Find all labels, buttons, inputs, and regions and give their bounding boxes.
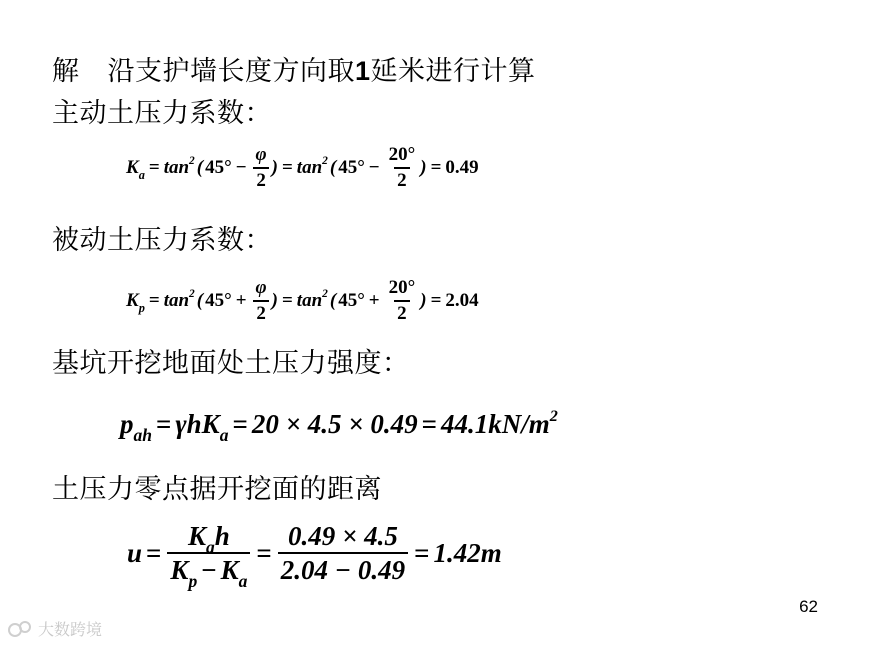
u-lhs: u xyxy=(127,537,143,568)
page-number: 62 xyxy=(799,597,818,616)
watermark xyxy=(8,617,102,640)
active-coefficient-title: 主动土压力系数： xyxy=(52,98,272,129)
ka-lhs: $K_a$ xyxy=(126,156,145,182)
pah-formula: $p_{ah}$ = γhK$_a$ = 20 × 4.5 × 0.49 = $44.1kN/m^2$ xyxy=(120,407,558,446)
solution-heading xyxy=(52,54,536,89)
pressure-intensity-title: 基坑开挖地面处土压力强度： xyxy=(52,348,410,379)
passive-coefficient-title: 被动土压力系数： xyxy=(52,225,272,256)
solution-text-after: 延米进行计算 xyxy=(370,56,536,87)
zero-point-title: 土压力零点据开挖面的距离 xyxy=(52,474,382,505)
ka-result: 0.49 xyxy=(445,156,479,178)
u-fraction-symbolic: $\frac{K_ah}{K_p - K_a}$ xyxy=(167,522,250,585)
kp-fraction-20: $\frac{20^\circ}{2}$ xyxy=(388,277,416,324)
kp-fraction-phi: $\frac{\varphi}{2}$ xyxy=(253,278,270,324)
pah-result: $44.1kN/m^2$ xyxy=(441,407,558,439)
u-result: 1.42m xyxy=(433,537,502,568)
ka-fraction-20: $\frac{20^\circ}{2}$ xyxy=(388,144,416,191)
kp-lhs: $K_p$ xyxy=(126,289,145,315)
kp-result: 2.04 xyxy=(445,289,479,311)
u-fraction-numeric: $\frac{0.49 \times 4.5}{2.04 - 0.49}$ xyxy=(278,522,408,585)
ka-fraction-phi: $\frac{\varphi}{2}$ xyxy=(253,145,270,191)
pah-lhs: $p_{ah}$ xyxy=(120,409,153,446)
watermark-text: 大数跨境 xyxy=(38,620,103,639)
ka-formula: $K_a$ = $\tan^2$ ( 45° − $\frac{\varphi}{2}$ ) = $\tan^2$ ( 45° − $\frac{20^\circ}{2}$ ) = 0.49 xyxy=(126,144,479,191)
solution-prefix: 解 xyxy=(52,56,80,87)
solution-number: 1 xyxy=(355,56,371,86)
kp-formula: $K_p$ = $\tan^2$ ( 45° + $\frac{\varphi}{2}$ ) = $\tan^2$ ( 45° + $\frac{20^\circ}{2}$ ) = 2.04 xyxy=(126,277,479,324)
pah-product: 20 × 4.5 × 0.49 xyxy=(251,409,418,439)
watermark-logo-icon xyxy=(8,620,34,638)
solution-text-before: 沿支护墙长度方向取 xyxy=(107,56,355,87)
u-formula: u = $\frac{K_ah}{K_p - K_a}$ = $\frac{0.49 \times 4.5}{2.04 - 0.49}$ = 1.42m xyxy=(127,521,502,592)
